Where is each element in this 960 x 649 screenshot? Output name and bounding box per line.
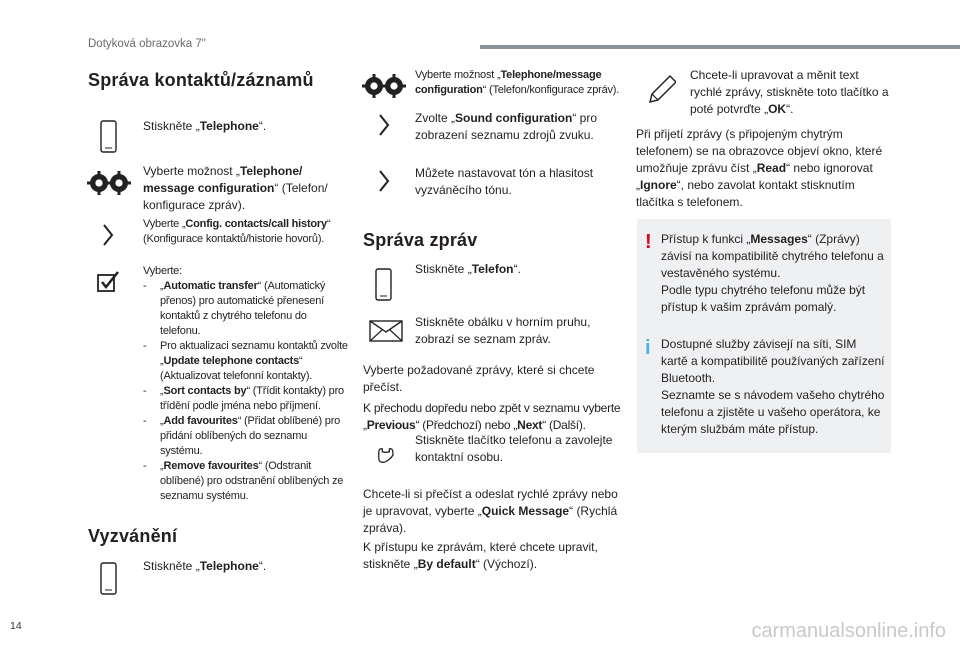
checkbox-check-icon (96, 269, 122, 293)
pencil-icon (646, 74, 676, 106)
list-item: - „Add favourites“ (Přidat oblíbené) pro přidání oblíbených do seznamu systému. (143, 415, 341, 457)
step-press-telephone-2: Stiskněte „Telephone“. (143, 559, 267, 573)
settings-gears-icon (362, 74, 406, 98)
chevron-right-icon (378, 113, 390, 137)
smartphone-icon (100, 562, 118, 596)
para-quick-message: Chcete-li si přečíst a odeslat rychlé zprávy nebo je upravovat, vyberte „Quick Message“ (Rychlá zpráva). (363, 487, 618, 535)
section-heading-ringtone: Vyzvánění (88, 526, 178, 546)
step-set-tone: Můžete nastavovat tón a hlasitost vyzváněcího tónu. (415, 166, 594, 197)
options-intro: Vyberte: (143, 265, 182, 277)
page-number: 14 (10, 620, 22, 632)
chevron-right-icon (378, 169, 390, 193)
list-item: - Pro aktualizaci seznamu kontaktů zvolte „Update telephone contacts“ (Aktualizovat telefonní kontakty). (143, 340, 348, 382)
section-heading-messages: Správa zpráv (363, 230, 478, 250)
smartphone-icon (100, 120, 118, 154)
step-press-telephone: Stiskněte „Telephone“. (143, 119, 267, 133)
step-telephone-message-config: Vyberte možnost „Telephone/ message configuration“ (Telefon/ konfigurace zpráv). (143, 164, 328, 212)
settings-gears-icon (87, 171, 131, 195)
info-box (637, 325, 891, 453)
step-call-contact: Stiskněte tlačítko telefonu a zavolejte kontaktní osobu. (415, 433, 613, 464)
step-telephone-message-config: Vyberte možnost „Telephone/message configuration“ (Telefon/konfigurace zpráv). (415, 69, 620, 96)
phone-handset-icon (371, 439, 395, 463)
warning-icon: ! (645, 231, 652, 253)
para-received-message: Při přijetí zprávy (s připojeným chytrým telefonem) se na obrazovce objeví okno, které umožňuje zprávu číst „Read“ nebo ignorovat „Ignore“, nebo zavolat kontakt stisknutím tlačítka s telefonem. (636, 127, 883, 209)
para-select-messages: Vyberte požadované zprávy, které si chcete přečíst. (363, 363, 595, 394)
list-item: - „Sort contacts by“ (Třídit kontakty) pro třídění podle jména nebo příjmení. (143, 385, 344, 412)
warning-text: Přístup k funkci „Messages“ (Zprávy) závisí na kompatibilitě chytrého telefonu a vestavěného systému. Podle typu chytrého telefonu může být přístup k vašim zprávám pomalý. (661, 232, 884, 314)
chevron-right-icon (102, 223, 114, 247)
para-by-default: K přístupu ke zprávám, které chcete upravit, stiskněte „By default“ (Výchozí). (363, 540, 598, 571)
header-title: Dotyková obrazovka 7" (88, 38, 206, 50)
para-previous-next: K přechodu dopředu nebo zpět v seznamu vyberte „Previous“ (Předchozí) nebo „Next“ (Další). (363, 401, 621, 432)
smartphone-icon (375, 268, 393, 302)
step-sound-config: Zvolte „Sound configuration“ pro zobrazení seznamu zdrojů zvuku. (415, 111, 598, 142)
envelope-icon (369, 320, 403, 342)
step-config-contacts: Vyberte „Config. contacts/call history“ (Konfigurace kontaktů/historie hovorů). (143, 218, 331, 245)
info-icon: i (645, 337, 651, 359)
info-text: Dostupné služby závisejí na síti, SIM kartě a kompatibilitě používaných zařízení Bluetooth. Seznamte se s návodem vašeho chytrého telefonu a zjistěte u vašeho operátora, ke kterým službám máte přístup. (661, 337, 885, 436)
list-item: - „Remove favourites“ (Odstranit oblíbené) pro odstranění oblíbených ze seznamu systému. (143, 460, 344, 502)
options-list (143, 264, 348, 504)
step-press-telefon: Stiskněte „Telefon“. (415, 262, 521, 276)
step-press-envelope: Stiskněte obálku v horním pruhu, zobrazí se seznam zpráv. (415, 315, 591, 346)
list-item: - „Automatic transfer“ (Automatický přenos) pro automatické přenesení kontaktů z chytrého telefonu do telefonu. (143, 280, 326, 337)
step-edit-quick-message: Chcete-li upravovat a měnit text rychlé zprávy, stiskněte toto tlačítko a poté potvrďte „OK“. (690, 68, 889, 116)
section-heading-contacts: Správa kontaktů/záznamů (88, 70, 314, 90)
header-bar (480, 45, 960, 49)
watermark: carmanualsonline.info (751, 620, 946, 642)
